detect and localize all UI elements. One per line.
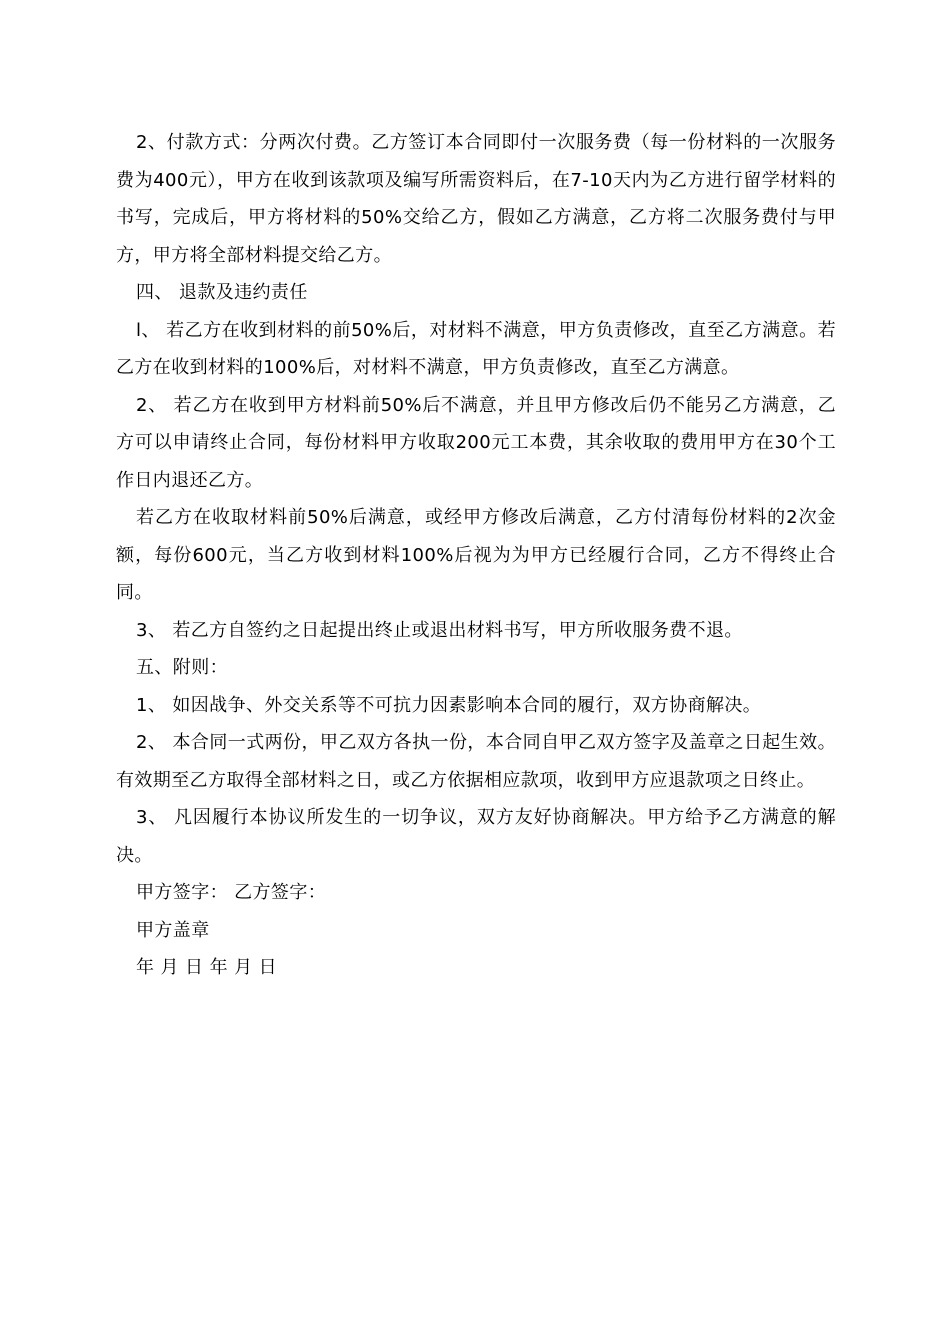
refund-clause-2-note: 若乙方在收取材料前50%后满意，或经甲方修改后满意，乙方付清每份材料的2次金额，每份600元，当乙方收到材料100%后视为为甲方已经履行合同，乙方不得终止合同。 <box>116 507 836 603</box>
supplementary-clause-1: 1、 如因战争、外交关系等不可抗力因素影响本合同的履行，双方协商解决。 <box>136 694 762 716</box>
refund-clause-3: 3、 若乙方自签约之日起提出终止或退出材料书写，甲方所收服务费不退。 <box>136 619 743 641</box>
supplementary-clause-3: 3、 凡因履行本协议所发生的一切争议，双方友好协商解决。甲方给予乙方满意的解决。 <box>116 807 836 866</box>
date-line: 年 月 日 年 月 日 <box>136 957 278 978</box>
contract-body <box>116 124 836 987</box>
section-four-heading: 四、 退款及违约责任 <box>136 282 308 303</box>
supplementary-clause-2: 2、 本合同一式两份，甲乙双方各执一份，本合同自甲乙双方签字及盖章之日起生效。有效期至乙方取得全部材料之日，或乙方依据相应款项，收到甲方应退款项之日终止。 <box>116 732 836 791</box>
signature-line: 甲方签字： 乙方签字： <box>136 882 327 903</box>
refund-clause-1: l、 若乙方在收到材料的前50%后，对材料不满意，甲方负责修改，直至乙方满意。若乙方在收到材料的100%后，对材料不满意，甲方负责修改，直至乙方满意。 <box>116 319 836 378</box>
seal-line: 甲方盖章 <box>136 919 210 941</box>
section-five-heading: 五、附则： <box>136 657 228 678</box>
payment-method-paragraph: 2、付款方式：分两次付费。乙方签订本合同即付一次服务费（每一份材料的一次服务费为400元），甲方在收到该款项及编写所需资料后，在7-10天内为乙方进行留学材料的书写，完成后，甲方将材料的50%交给乙方，假如乙方满意，乙方将二次服务费付与甲方，甲方将全部材料提交给乙方。 <box>116 132 836 266</box>
refund-clause-2: 2、 若乙方在收到甲方材料前50%后不满意，并且甲方修改后仍不能另乙方满意，乙方可以申请终止合同，每份材料甲方收取200元工本费，其余收取的费用甲方在30个工作日内退还乙方。 <box>116 394 836 491</box>
